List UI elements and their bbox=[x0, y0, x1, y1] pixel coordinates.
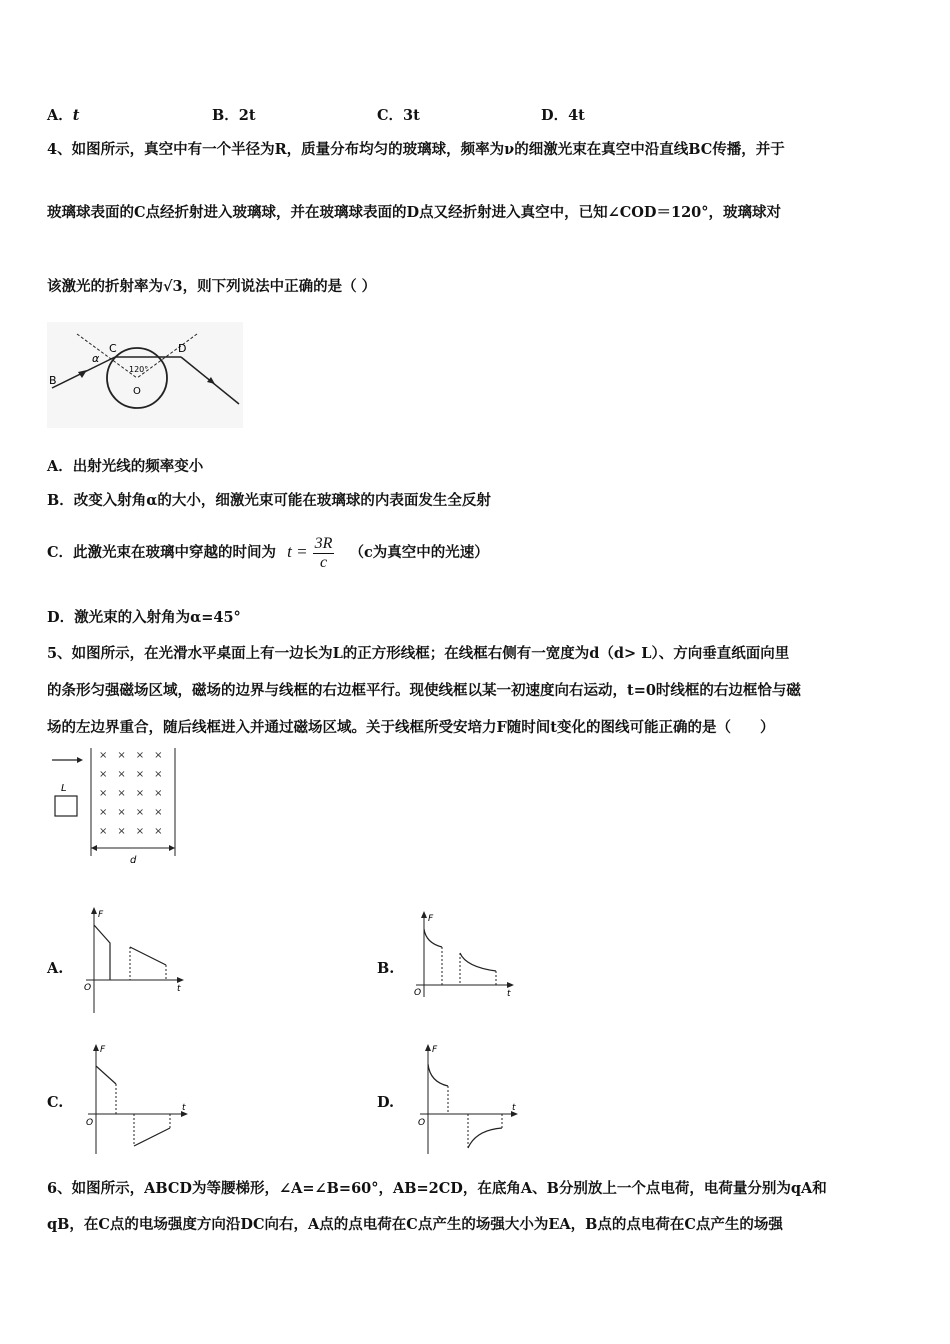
graph-d bbox=[412, 1042, 522, 1158]
q3-option-d: D．4t bbox=[541, 107, 585, 124]
q6-stem-line1: 6、如图所示，ABCD为等腰梯形，∠A=∠B=60°，AB=2CD，在底角A、B分别放上一个点电荷，电荷量分别为qA和 bbox=[47, 1180, 827, 1197]
square-frame bbox=[55, 796, 77, 816]
svg-text:F: F bbox=[432, 1045, 438, 1055]
q5-stem-line1: 5、如图所示，在光滑水平桌面上有一边长为L的正方形线框；在线框右侧有一宽度为d（d> L）、方向垂直纸面向里 bbox=[47, 645, 790, 662]
q4-option-b: B．改变入射角α的大小，细激光束可能在玻璃球的内表面发生全反射 bbox=[47, 492, 491, 509]
label-c: C bbox=[109, 342, 117, 355]
label-l: L bbox=[61, 783, 67, 794]
q3-option-b: B．2t bbox=[212, 107, 256, 124]
q4-stem-line3: 该激光的折射率为√3，则下列说法中正确的是（ ） bbox=[47, 278, 377, 295]
q4-stem-line2: 玻璃球表面的C点经折射进入玻璃球，并在玻璃球表面的D点又经折射进入真空中，已知∠COD＝120°，玻璃球对 bbox=[47, 204, 782, 221]
label-b: B bbox=[49, 374, 57, 387]
svg-text:O: O bbox=[86, 1118, 94, 1128]
svg-text:O: O bbox=[414, 988, 422, 998]
label-alpha: α bbox=[92, 352, 100, 365]
q4-option-a: A．出射光线的频率变小 bbox=[47, 458, 204, 475]
label-d: d bbox=[130, 855, 137, 866]
label-o: O bbox=[133, 386, 141, 397]
field-crosses bbox=[99, 750, 163, 837]
svg-text:× × × ×: × × × × bbox=[99, 788, 163, 799]
q4-stem-line1: 4、如图所示，真空中有一个半径为R，质量分布均匀的玻璃球，频率为ν的细激光束在真空中沿直线BC传播，并于 bbox=[47, 141, 785, 158]
time-fraction: $\frac{3R}{c}$ bbox=[314, 535, 333, 571]
svg-text:× × × ×: × × × × bbox=[99, 826, 163, 837]
label-d: D bbox=[178, 342, 187, 355]
svg-text:× × × ×: × × × × bbox=[99, 769, 163, 780]
svg-text:F: F bbox=[100, 1045, 106, 1055]
q4-option-c: C．此激光束在玻璃中穿越的时间为 t = $\frac{3R}{c}$ （c为真空中的光速） bbox=[47, 535, 489, 571]
label-angle: 120° bbox=[129, 365, 149, 374]
q5-choice-b: B. bbox=[377, 960, 395, 977]
svg-text:F: F bbox=[428, 914, 434, 924]
q3-option-a: A．t bbox=[47, 107, 80, 124]
q5-choice-c: C. bbox=[47, 1094, 64, 1111]
svg-text:O: O bbox=[418, 1118, 426, 1128]
graph-a bbox=[82, 905, 187, 1017]
svg-text:t: t bbox=[182, 1103, 186, 1113]
q5-stem-line2: 的条形匀强磁场区域，磁场的边界与线框的右边框平行。现使线框以某一初速度向右运动，t=0时线框的右边框恰与磁 bbox=[47, 682, 801, 699]
q3-option-c: C．3t bbox=[377, 107, 420, 124]
svg-text:O: O bbox=[84, 983, 92, 993]
graph-b bbox=[412, 909, 517, 1001]
q5-magnetic-field-figure bbox=[47, 748, 182, 868]
q5-choice-a: A. bbox=[47, 960, 64, 977]
q4-glass-sphere-figure bbox=[47, 322, 243, 428]
q6-stem-line2: qB，在C点的电场强度方向沿DC向右，A点的点电荷在C点产生的场强大小为EA，B点的点电荷在C点产生的场强 bbox=[47, 1216, 783, 1233]
svg-text:t: t bbox=[177, 984, 181, 994]
svg-text:F: F bbox=[98, 910, 104, 920]
svg-text:t: t bbox=[507, 989, 511, 999]
graph-c bbox=[82, 1042, 192, 1158]
q5-stem-line3: 场的左边界重合，随后线框进入并通过磁场区域。关于线框所受安培力F随时间t变化的图线可能正确的是（ ） bbox=[47, 719, 775, 736]
svg-text:t: t bbox=[512, 1103, 516, 1113]
svg-text:× × × ×: × × × × bbox=[99, 750, 163, 761]
q4-option-d: D．激光束的入射角为α=45° bbox=[47, 609, 241, 626]
q5-choice-d: D. bbox=[377, 1094, 395, 1111]
svg-text:× × × ×: × × × × bbox=[99, 807, 163, 818]
